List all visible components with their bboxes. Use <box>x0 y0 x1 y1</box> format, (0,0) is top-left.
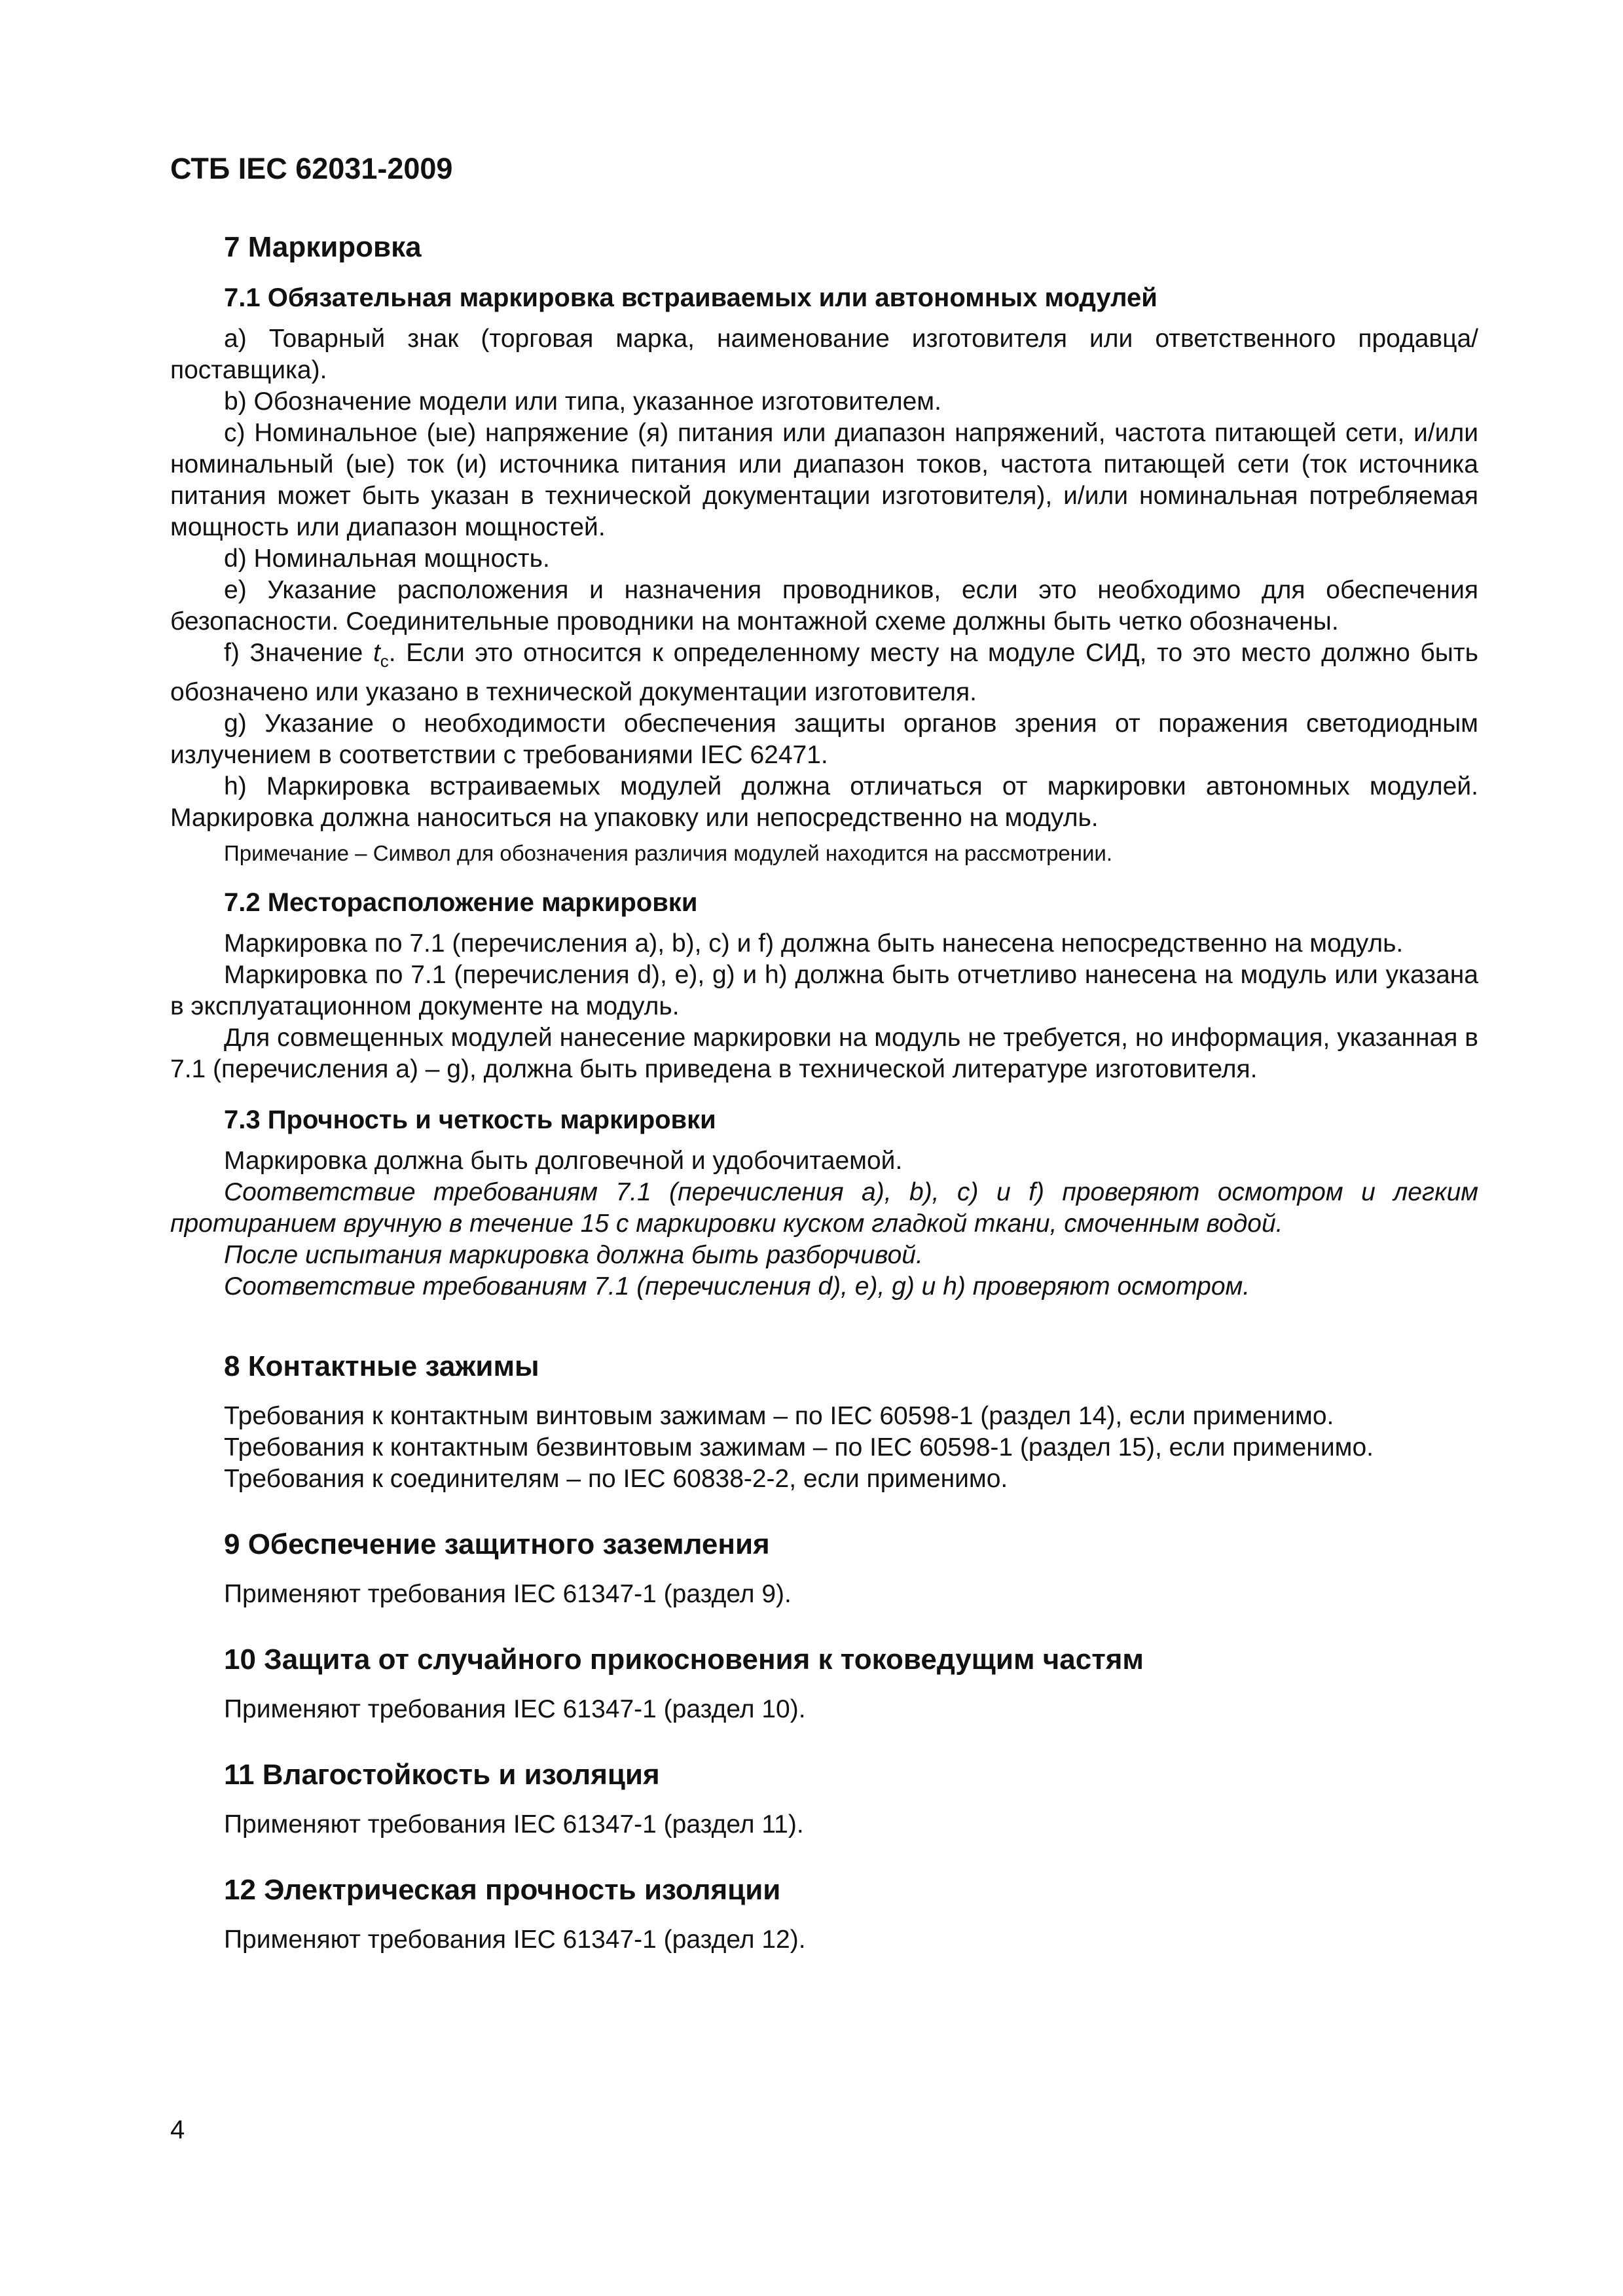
paragraph: Требования к контактным безвинтовым зажимам – по IEC 60598-1 (раздел 15), если применимо. <box>224 1433 1374 1462</box>
section-7-title: 7 Маркировка <box>224 231 422 263</box>
paragraph: Требования к соединителям – по IEC 60838-2-2, если применимо. <box>224 1464 1008 1493</box>
section-11-title: 11 Влагостойкость и изоляция <box>224 1758 660 1791</box>
section-10-title: 10 Защита от случайного прикосновения к токоведущим частям <box>224 1643 1144 1676</box>
section-9-title: 9 Обеспечение защитного заземления <box>224 1528 770 1560</box>
item-c: c) Номинальное (ые) напряжение (я) питания или диапазон напряжений, частота питающей сети, и/или номинальный (ые) ток (и) источника питания или диапазон токов, частота питающей сети (ток источника питания может быть указан в технической документации изготовителя), и/или номинальная потребляемая мощность или диапазон мощностей. <box>170 419 1478 541</box>
document-code: СТБ IEC 62031-2009 <box>170 152 453 185</box>
item-h: h) Маркировка встраиваемых модулей должна отличаться от маркировки автономных модулей. Маркировка должна наноситься на упаковку или непосредственно на модуль. <box>170 772 1478 832</box>
item-b: b) Обозначение модели или типа, указанное изготовителем. <box>224 387 941 416</box>
paragraph: Маркировка по 7.1 (перечисления a), b), c) и f) должна быть нанесена непосредственно на модуль. <box>224 929 1404 958</box>
paragraph: Для совмещенных модулей нанесение маркировки на модуль не требуется, но информация, указанная в 7.1 (перечисления a) – g), должна быть приведена в технической литературе изготовителя. <box>170 1023 1478 1083</box>
paragraph: Применяют требования IEC 61347-1 (раздел 9). <box>224 1579 792 1608</box>
section-8-title: 8 Контактные зажимы <box>224 1350 539 1382</box>
item-f-prefix: f) Значение <box>224 639 373 667</box>
paragraph: Маркировка по 7.1 (перечисления d), e), g) и h) должна быть отчетливо нанесена на модуль или указана в эксплуатационном документе на модуль. <box>170 960 1478 1020</box>
document-body <box>170 229 1478 1956</box>
item-f-text: . Если это относится к определенному месту на модуле СИД, то это место должно быть обозначено или указано в технической документации изготовителя. <box>170 639 1478 706</box>
paragraph: Маркировка должна быть долговечной и удобочитаемой. <box>224 1146 903 1175</box>
page-number: 4 <box>170 2115 185 2144</box>
section-12-title: 12 Электрическая прочность изоляции <box>224 1873 781 1906</box>
item-e: e) Указание расположения и назначения проводников, если это необходимо для обеспечения безопасности. Соединительные проводники на монтажной схеме должны быть четко обозначены. <box>170 576 1478 636</box>
note: Примечание – Символ для обозначения различия модулей находится на рассмотрении. <box>224 840 1113 865</box>
item-a: a) Товарный знак (торговая марка, наименование изготовителя или ответственного продавца/поставщика). <box>170 325 1478 384</box>
item-f <box>170 637 1478 708</box>
item-f-subscript: c <box>380 651 389 671</box>
test-method-paragraph: Соответствие требованиям 7.1 (перечисления d), e), g) и h) проверяют осмотром. <box>224 1272 1250 1300</box>
item-f-symbol: t <box>373 639 380 667</box>
test-method-paragraph: После испытания маркировка должна быть разборчивой. <box>224 1240 923 1269</box>
item-g: g) Указание о необходимости обеспечения защиты органов зрения от поражения светодиодным излучением в соответствии с требованиями IEC 62471. <box>170 709 1478 769</box>
paragraph: Применяют требования IEC 61347-1 (раздел 12). <box>224 1925 806 1954</box>
paragraph: Требования к контактным винтовым зажимам – по IEC 60598-1 (раздел 14), если применимо. <box>224 1401 1334 1430</box>
section-7-1-title: 7.1 Обязательная маркировка встраиваемых или автономных модулей <box>224 283 1158 312</box>
test-method-paragraph: Соответствие требованиям 7.1 (перечисления a), b), c) и f) проверяют осмотром и легким протиранием вручную в течение 15 с маркировки куском гладкой ткани, смоченным водой. <box>170 1177 1478 1238</box>
section-7-2-title: 7.2 Месторасположение маркировки <box>224 888 698 917</box>
item-d: d) Номинальная мощность. <box>224 545 550 573</box>
paragraph: Применяют требования IEC 61347-1 (раздел 11). <box>224 1810 804 1839</box>
section-7-3-title: 7.3 Прочность и четкость маркировки <box>224 1105 716 1134</box>
paragraph: Применяют требования IEC 61347-1 (раздел 10). <box>224 1695 806 1723</box>
